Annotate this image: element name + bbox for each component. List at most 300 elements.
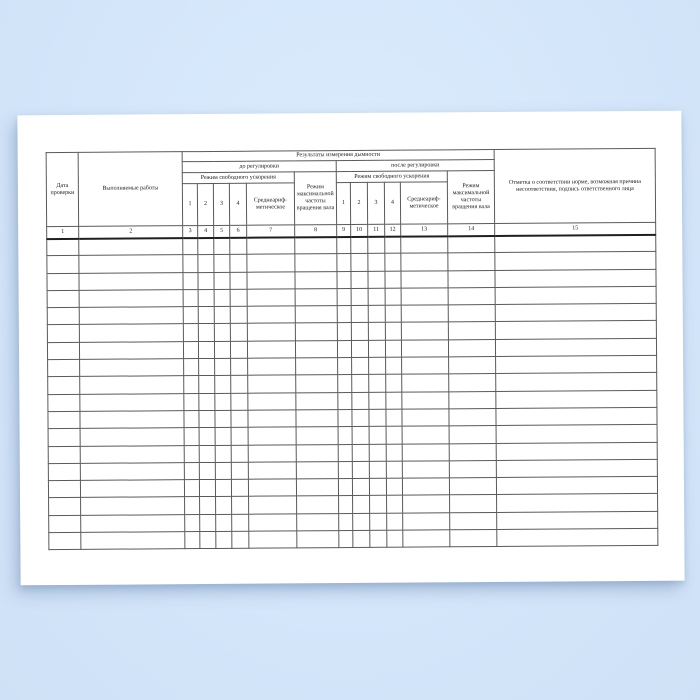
empty-cell <box>386 357 402 374</box>
empty-cell <box>353 496 370 513</box>
empty-cell <box>352 357 369 374</box>
empty-cell <box>351 236 368 253</box>
empty-cell <box>337 254 351 271</box>
empty-cell <box>296 427 338 445</box>
empty-cell <box>496 477 657 495</box>
empty-cell <box>386 375 402 392</box>
header-after-cell: после регулировки <box>336 159 494 171</box>
empty-cell <box>401 340 448 358</box>
empty-cell <box>199 480 215 497</box>
empty-cell <box>183 341 198 358</box>
empty-cell <box>214 237 230 254</box>
smoke-measurement-log-table <box>46 148 659 551</box>
column-number-cell: 14 <box>448 223 495 235</box>
empty-cell <box>232 531 249 548</box>
empty-cell <box>232 497 249 514</box>
empty-cell <box>295 271 337 289</box>
empty-cell <box>497 528 658 546</box>
empty-cell <box>496 442 657 460</box>
empty-cell <box>216 531 232 548</box>
mean-before-cell: Среднеариф-метическое <box>246 183 294 225</box>
empty-cell <box>368 340 385 357</box>
empty-cell <box>248 427 296 445</box>
empty-cell <box>385 253 401 270</box>
empty-cell <box>385 271 401 288</box>
empty-cell <box>386 392 402 409</box>
empty-cell <box>351 288 368 305</box>
empty-cell <box>230 255 247 272</box>
empty-cell <box>352 375 369 392</box>
empty-cell <box>296 358 338 376</box>
empty-cell <box>216 497 232 514</box>
empty-cell <box>403 513 450 531</box>
empty-cell <box>230 289 247 306</box>
empty-cell <box>199 445 215 462</box>
empty-cell <box>81 532 185 550</box>
empty-cell <box>448 287 495 305</box>
empty-cell <box>369 409 386 426</box>
empty-cell <box>80 445 184 463</box>
empty-cell <box>368 323 385 340</box>
empty-cell <box>231 479 248 496</box>
attempt-2-before-cell: 2 <box>197 183 213 225</box>
empty-cell <box>248 479 296 497</box>
empty-cell <box>496 425 657 443</box>
empty-cell <box>79 255 183 273</box>
empty-cell <box>338 409 352 426</box>
column-number-cell: 6 <box>230 225 247 237</box>
empty-cell <box>48 411 80 429</box>
empty-cell <box>48 463 80 481</box>
empty-cell <box>230 306 247 323</box>
empty-cell <box>183 255 198 272</box>
empty-cell <box>352 461 369 478</box>
empty-cell <box>387 530 403 547</box>
empty-cell <box>184 445 199 462</box>
empty-cell <box>369 392 386 409</box>
table-header <box>46 148 656 238</box>
empty-cell <box>214 307 230 324</box>
empty-cell <box>215 462 231 479</box>
empty-cell <box>337 271 351 288</box>
empty-cell <box>497 494 658 512</box>
column-number-cell: 10 <box>351 224 368 236</box>
empty-cell <box>370 496 387 513</box>
empty-cell <box>296 479 338 497</box>
empty-cell <box>231 410 248 427</box>
column-number-cell: 2 <box>79 226 183 239</box>
attempt-2-after-cell: 2 <box>350 182 367 224</box>
column-number-cell: 9 <box>337 224 351 236</box>
empty-cell <box>402 426 449 444</box>
empty-cell <box>247 341 295 359</box>
empty-cell <box>448 339 495 357</box>
empty-cell <box>368 236 385 253</box>
empty-cell <box>230 324 247 341</box>
empty-cell <box>401 288 448 306</box>
empty-cell <box>387 513 403 530</box>
empty-cell <box>49 532 81 550</box>
empty-cell <box>369 478 386 495</box>
empty-cell <box>231 393 248 410</box>
empty-cell <box>79 307 183 325</box>
empty-cell <box>230 272 247 289</box>
empty-cell <box>370 530 387 547</box>
empty-cell <box>401 270 448 288</box>
empty-cell <box>386 409 402 426</box>
empty-cell <box>47 256 79 274</box>
attempt-4-before-cell: 4 <box>229 183 246 225</box>
empty-cell <box>338 444 352 461</box>
empty-cell <box>231 358 248 375</box>
empty-cell <box>49 498 81 516</box>
empty-cell <box>296 392 338 410</box>
empty-cell <box>495 234 656 252</box>
empty-cell <box>214 272 230 289</box>
empty-cell <box>295 237 337 255</box>
column-number-cell: 15 <box>495 222 656 235</box>
empty-cell <box>295 306 337 324</box>
empty-cell <box>369 357 386 374</box>
column-number-cell: 1 <box>47 226 79 238</box>
empty-cell <box>249 496 297 514</box>
empty-cell <box>199 359 215 376</box>
empty-cell <box>48 359 80 377</box>
empty-cell <box>386 426 402 443</box>
header-max-speed-after-cell: Режим максимальной частоты вращения вала <box>447 170 494 223</box>
header-free-accel-after-cell: Режим свободного ускорения <box>336 171 447 183</box>
column-number-cell: 4 <box>198 225 214 237</box>
column-number-cell: 8 <box>295 225 337 237</box>
empty-cell <box>496 390 657 408</box>
empty-cell <box>198 237 214 254</box>
empty-cell <box>48 377 80 395</box>
empty-cell <box>401 322 448 340</box>
empty-cell <box>231 376 248 393</box>
empty-cell <box>337 306 351 323</box>
empty-cell <box>48 446 80 464</box>
empty-cell <box>385 340 401 357</box>
empty-cell <box>339 513 353 530</box>
empty-cell <box>248 462 296 480</box>
empty-cell <box>198 255 214 272</box>
empty-cell <box>495 286 656 304</box>
empty-cell <box>80 393 184 411</box>
empty-cell <box>448 235 495 253</box>
empty-cell <box>351 271 368 288</box>
empty-cell <box>296 375 338 393</box>
empty-cell <box>80 411 184 429</box>
empty-cell <box>351 254 368 271</box>
empty-cell <box>183 324 198 341</box>
header-works-cell: Выполняемые работы <box>78 152 183 227</box>
empty-cell <box>448 305 495 323</box>
empty-cell <box>449 391 496 409</box>
empty-cell <box>337 288 351 305</box>
empty-cell <box>247 254 295 272</box>
empty-cell <box>47 308 79 326</box>
empty-cell <box>296 410 338 428</box>
empty-cell <box>198 341 214 358</box>
empty-cell <box>338 479 352 496</box>
empty-cell <box>184 480 199 497</box>
empty-cell <box>449 460 496 478</box>
empty-cell <box>183 238 198 255</box>
empty-cell <box>369 444 386 461</box>
empty-cell <box>369 461 386 478</box>
empty-cell <box>295 323 337 341</box>
empty-cell <box>339 531 353 548</box>
empty-cell <box>247 237 295 255</box>
column-number-cell: 13 <box>401 224 448 236</box>
empty-cell <box>386 444 402 461</box>
empty-cell <box>47 342 79 360</box>
empty-cell <box>352 444 369 461</box>
empty-cell <box>401 253 448 271</box>
empty-cell <box>230 237 247 254</box>
empty-cell <box>495 269 656 287</box>
empty-cell <box>79 238 183 256</box>
empty-cell <box>368 288 385 305</box>
column-number-cell: 7 <box>247 225 295 237</box>
header-note-cell: Отметка о соответствии норме, возможная причина несоответствия, подпись ответственного лица <box>494 148 656 223</box>
empty-cell <box>338 427 352 444</box>
empty-cell <box>247 271 295 289</box>
empty-cell <box>402 357 449 375</box>
attempt-4-after-cell: 4 <box>384 182 400 224</box>
empty-cell <box>184 411 199 428</box>
empty-cell <box>199 462 215 479</box>
empty-cell <box>403 495 450 513</box>
attempt-1-after-cell: 1 <box>336 183 350 225</box>
empty-cell <box>199 410 215 427</box>
empty-cell <box>184 359 199 376</box>
empty-cell <box>449 357 496 375</box>
empty-cell <box>247 323 295 341</box>
empty-cell <box>401 236 448 254</box>
empty-cell <box>215 428 231 445</box>
empty-cell <box>231 462 248 479</box>
empty-cell <box>231 445 248 462</box>
empty-cell <box>200 531 216 548</box>
empty-cell <box>80 359 184 377</box>
empty-cell <box>247 306 295 324</box>
empty-cell <box>339 496 353 513</box>
empty-cell <box>450 530 497 548</box>
empty-cell <box>496 338 657 356</box>
table-body <box>47 234 658 550</box>
empty-cell <box>448 322 495 340</box>
attempt-3-before-cell: 3 <box>213 183 229 225</box>
empty-cell <box>297 531 339 549</box>
empty-cell <box>215 479 231 496</box>
empty-cell <box>495 252 656 270</box>
empty-cell <box>81 514 185 532</box>
column-number-cell: 11 <box>368 224 385 236</box>
empty-cell <box>368 254 385 271</box>
empty-cell <box>351 306 368 323</box>
empty-cell <box>338 392 352 409</box>
empty-cell <box>295 254 337 272</box>
empty-cell <box>184 376 199 393</box>
empty-cell <box>80 428 184 446</box>
column-number-cell: 12 <box>385 224 401 236</box>
empty-cell <box>47 290 79 308</box>
empty-cell <box>79 341 183 359</box>
column-number-cell: 3 <box>183 226 198 238</box>
empty-cell <box>48 481 80 499</box>
empty-cell <box>247 289 295 307</box>
empty-cell <box>215 410 231 427</box>
empty-cell <box>184 393 199 410</box>
empty-cell <box>214 255 230 272</box>
empty-cell <box>249 531 297 549</box>
empty-cell <box>369 427 386 444</box>
empty-cell <box>402 409 449 427</box>
empty-cell <box>47 238 79 256</box>
empty-cell <box>338 358 352 375</box>
empty-cell <box>214 341 230 358</box>
empty-cell <box>49 515 81 533</box>
empty-cell <box>185 532 200 549</box>
empty-cell <box>338 375 352 392</box>
empty-cell <box>295 340 337 358</box>
empty-cell <box>183 272 198 289</box>
empty-cell <box>385 305 401 322</box>
empty-cell <box>199 393 215 410</box>
empty-cell <box>297 513 339 531</box>
empty-cell <box>248 375 296 393</box>
empty-cell <box>353 513 370 530</box>
empty-cell <box>449 408 496 426</box>
empty-cell <box>81 497 185 515</box>
empty-cell <box>449 426 496 444</box>
empty-cell <box>248 393 296 411</box>
empty-cell <box>80 376 184 394</box>
empty-cell <box>449 443 496 461</box>
empty-cell <box>214 324 230 341</box>
empty-cell <box>214 289 230 306</box>
empty-cell <box>385 288 401 305</box>
empty-cell <box>386 461 402 478</box>
empty-cell <box>387 496 403 513</box>
empty-cell <box>48 394 80 412</box>
empty-cell <box>47 273 79 291</box>
empty-cell <box>386 478 402 495</box>
empty-cell <box>183 307 198 324</box>
empty-cell <box>450 495 497 513</box>
empty-cell <box>200 514 216 531</box>
empty-cell <box>353 530 370 547</box>
attempt-1-before-cell: 1 <box>182 184 197 226</box>
empty-cell <box>351 323 368 340</box>
header-before-cell: до регулировки <box>182 161 336 173</box>
table-row <box>49 528 658 550</box>
empty-cell <box>232 514 249 531</box>
empty-cell <box>351 340 368 357</box>
empty-cell <box>402 391 449 409</box>
empty-cell <box>248 410 296 428</box>
empty-cell <box>230 341 247 358</box>
column-number-cell: 5 <box>214 225 230 237</box>
attempt-3-after-cell: 3 <box>367 182 384 224</box>
empty-cell <box>185 514 200 531</box>
empty-cell <box>449 478 496 496</box>
header-date-cell: Дата проверки <box>46 152 79 226</box>
empty-cell <box>215 445 231 462</box>
empty-cell <box>79 290 183 308</box>
header-max-speed-before-cell: Режим максимальной частоты вращения вала <box>294 172 336 225</box>
empty-cell <box>183 289 198 306</box>
empty-cell <box>198 307 214 324</box>
empty-cell <box>337 340 351 357</box>
empty-cell <box>337 323 351 340</box>
empty-cell <box>495 304 656 322</box>
empty-cell <box>199 376 215 393</box>
empty-cell <box>497 511 658 529</box>
empty-cell <box>231 427 248 444</box>
empty-cell <box>79 272 183 290</box>
empty-cell <box>248 358 296 376</box>
empty-cell <box>198 324 214 341</box>
empty-cell <box>402 443 449 461</box>
empty-cell <box>352 479 369 496</box>
empty-cell <box>402 461 449 479</box>
empty-cell <box>369 375 386 392</box>
empty-cell <box>448 270 495 288</box>
empty-cell <box>296 461 338 479</box>
empty-cell <box>368 271 385 288</box>
empty-cell <box>200 497 216 514</box>
header-results-title-cell: Результаты измерения дымности <box>182 149 494 161</box>
empty-cell <box>216 514 232 531</box>
empty-cell <box>496 407 657 425</box>
empty-cell <box>185 497 200 514</box>
empty-cell <box>80 463 184 481</box>
empty-cell <box>403 530 450 548</box>
empty-cell <box>215 393 231 410</box>
empty-cell <box>338 461 352 478</box>
empty-cell <box>215 358 231 375</box>
empty-cell <box>79 324 183 342</box>
empty-cell <box>496 459 657 477</box>
empty-cell <box>449 374 496 392</box>
empty-cell <box>496 373 657 391</box>
empty-cell <box>184 428 199 445</box>
empty-cell <box>401 305 448 323</box>
empty-cell <box>249 514 297 532</box>
empty-cell <box>48 429 80 447</box>
empty-cell <box>352 392 369 409</box>
empty-cell <box>385 236 401 253</box>
empty-cell <box>402 374 449 392</box>
empty-cell <box>198 289 214 306</box>
empty-cell <box>370 513 387 530</box>
empty-cell <box>368 305 385 322</box>
document-page <box>17 111 684 586</box>
empty-cell <box>448 253 495 271</box>
empty-cell <box>352 409 369 426</box>
empty-cell <box>337 236 351 253</box>
empty-cell <box>496 355 657 373</box>
empty-cell <box>199 428 215 445</box>
empty-cell <box>402 478 449 496</box>
empty-cell <box>198 272 214 289</box>
empty-cell <box>297 496 339 514</box>
empty-cell <box>215 376 231 393</box>
empty-cell <box>295 288 337 306</box>
empty-cell <box>495 321 656 339</box>
